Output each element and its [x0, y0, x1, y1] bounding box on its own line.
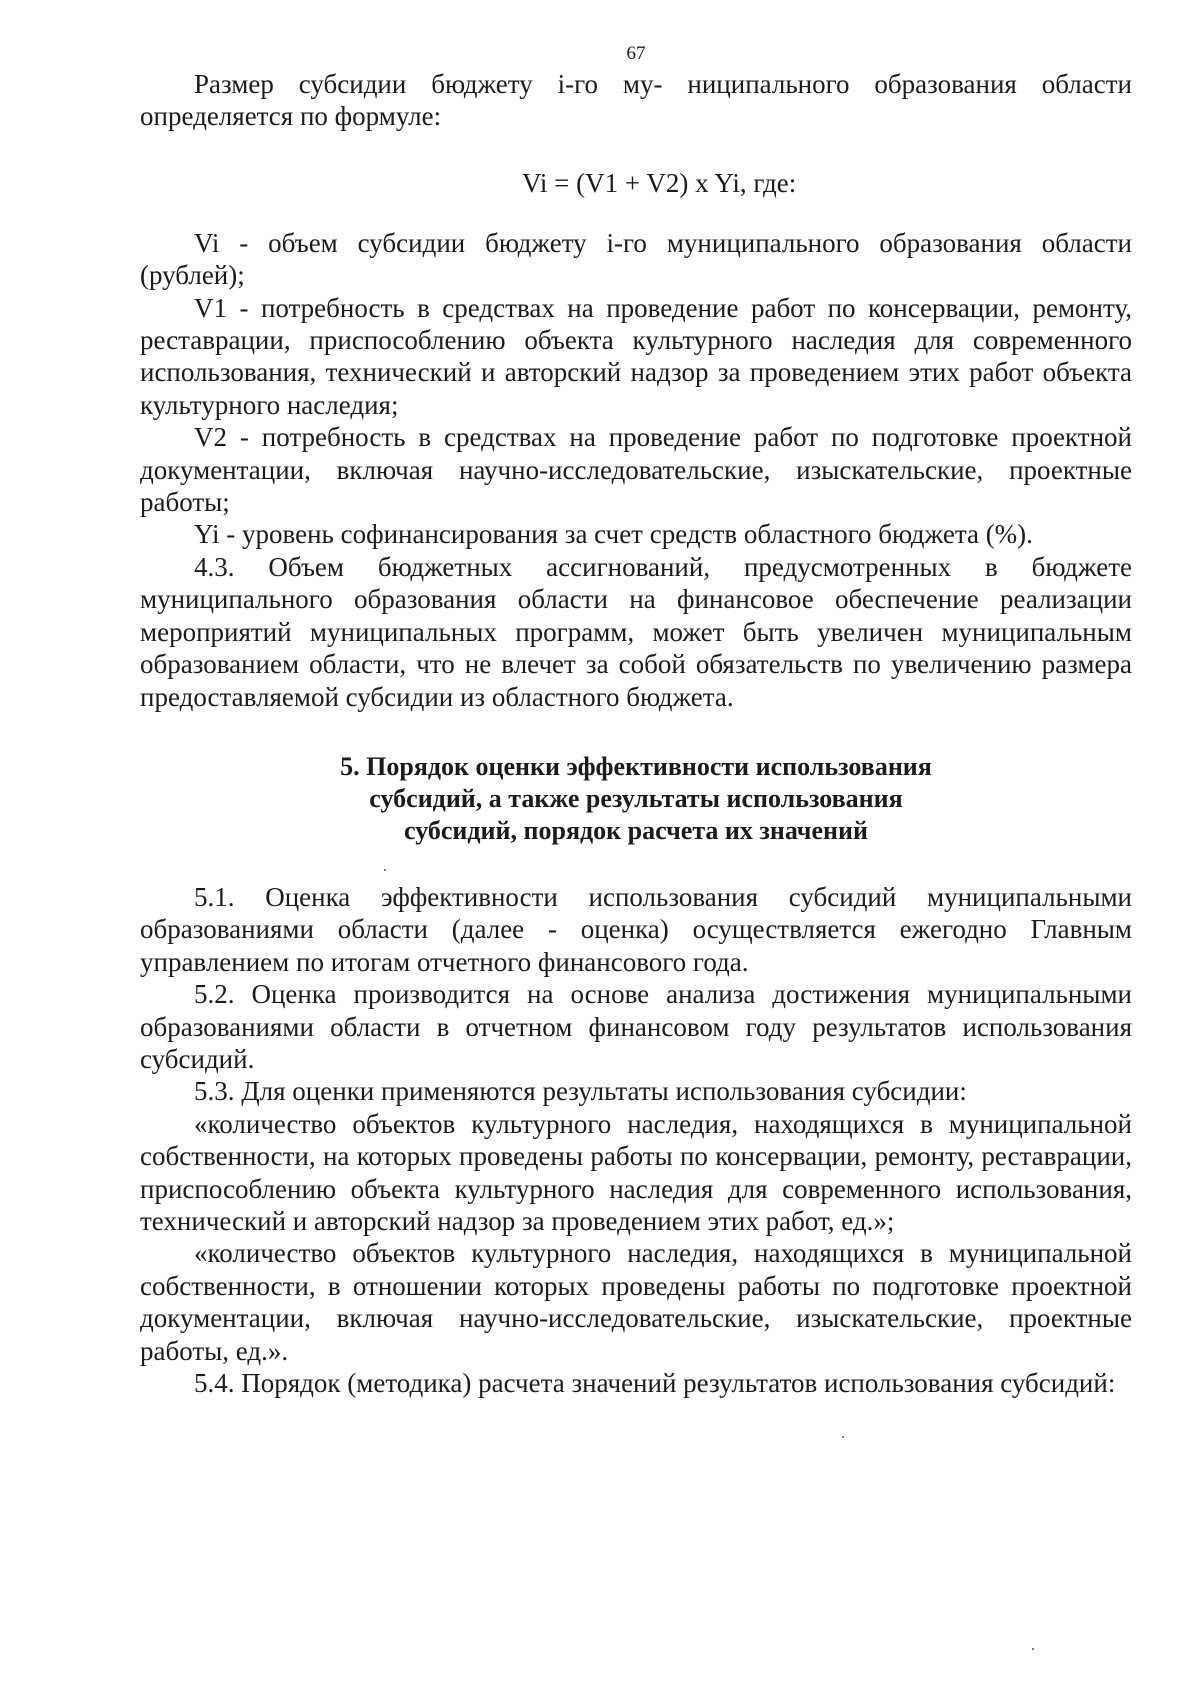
- section-5-heading-line: субсидий, а также результаты использования: [369, 783, 903, 813]
- section-5-heading-line: субсидий, порядок расчета их значений: [404, 815, 868, 845]
- definition-v2: V2 - потребность в средствах на проведение работ по подготовке проектной документации, включая научно-исследовательские, изыскательские, проектные работы;: [140, 422, 1132, 518]
- definition-yi: Yi - уровень софинансирования за счет средств областного бюджета (%).: [194, 519, 1033, 550]
- section-5-heading: [140, 751, 1132, 847]
- document-page: [140, 42, 1132, 1399]
- definition-v1: V1 - потребность в средствах на проведение работ по консервации, ремонту, реставрации, приспособлению объекта культурного наследия для современного использования, технический и авторский надзор за проведением этих работ объекта культурного наследия;: [140, 292, 1132, 420]
- scan-speck: [1032, 1648, 1034, 1650]
- definition-vi: Vi - объем субсидии бюджету i-го муниципального образования области (рублей);: [140, 227, 1132, 291]
- page-number: 67: [626, 43, 646, 64]
- result-indicator-1: «количество объектов культурного наследия, находящихся в муниципальной собственности, на которых проведены работы по консервации, ремонту, реставрации, приспособлению объекта культурного наследия для современного использования, технический и авторский надзор за проведением этих работ, ед.»;: [140, 1108, 1132, 1236]
- section-5-heading-line: 5. Порядок оценки эффективности использования: [340, 751, 932, 781]
- clause-5-2: 5.2. Оценка производится на основе анализа достижения муниципальными образованиями области в отчетном финансовом году результатов использования субсидий.: [140, 979, 1132, 1074]
- intro-paragraph: Размер субсидии бюджету i-го му- ниципального образования области определяется по формуле:: [140, 69, 1132, 132]
- clause-4-3: 4.3. Объем бюджетных ассигнований, предусмотренных в бюджете муниципального образования области на финансовое обеспечение реализации мероприятий муниципальных программ, может быть увеличен муниципальным образованием области, что не влечет за собой обязательств по увеличению размера предоставляемой субсидии из областного бюджета.: [140, 551, 1132, 712]
- scan-speck: [384, 869, 386, 871]
- formula: Vi = (V1 + V2) x Yi, где:: [522, 167, 797, 198]
- clause-5-4: 5.4. Порядок (методика) расчета значений результатов использования субсидий:: [194, 1368, 1116, 1398]
- clause-5-3: 5.3. Для оценки применяются результаты использования субсидии:: [194, 1076, 967, 1107]
- clause-5-1: 5.1. Оценка эффективности использования субсидий муниципальными образованиями области (далее - оценка) осуществляется ежегодно Главным управлением по итогам отчетного финансового года.: [140, 881, 1132, 977]
- result-indicator-2: «количество объектов культурного наследия, находящихся в муниципальной собственности, в отношении которых проведены работы по подготовке проектной документации, включая научно-исследовательские, изыскательские, проектные работы, ед.».: [140, 1238, 1132, 1366]
- scan-speck: [842, 1436, 844, 1438]
